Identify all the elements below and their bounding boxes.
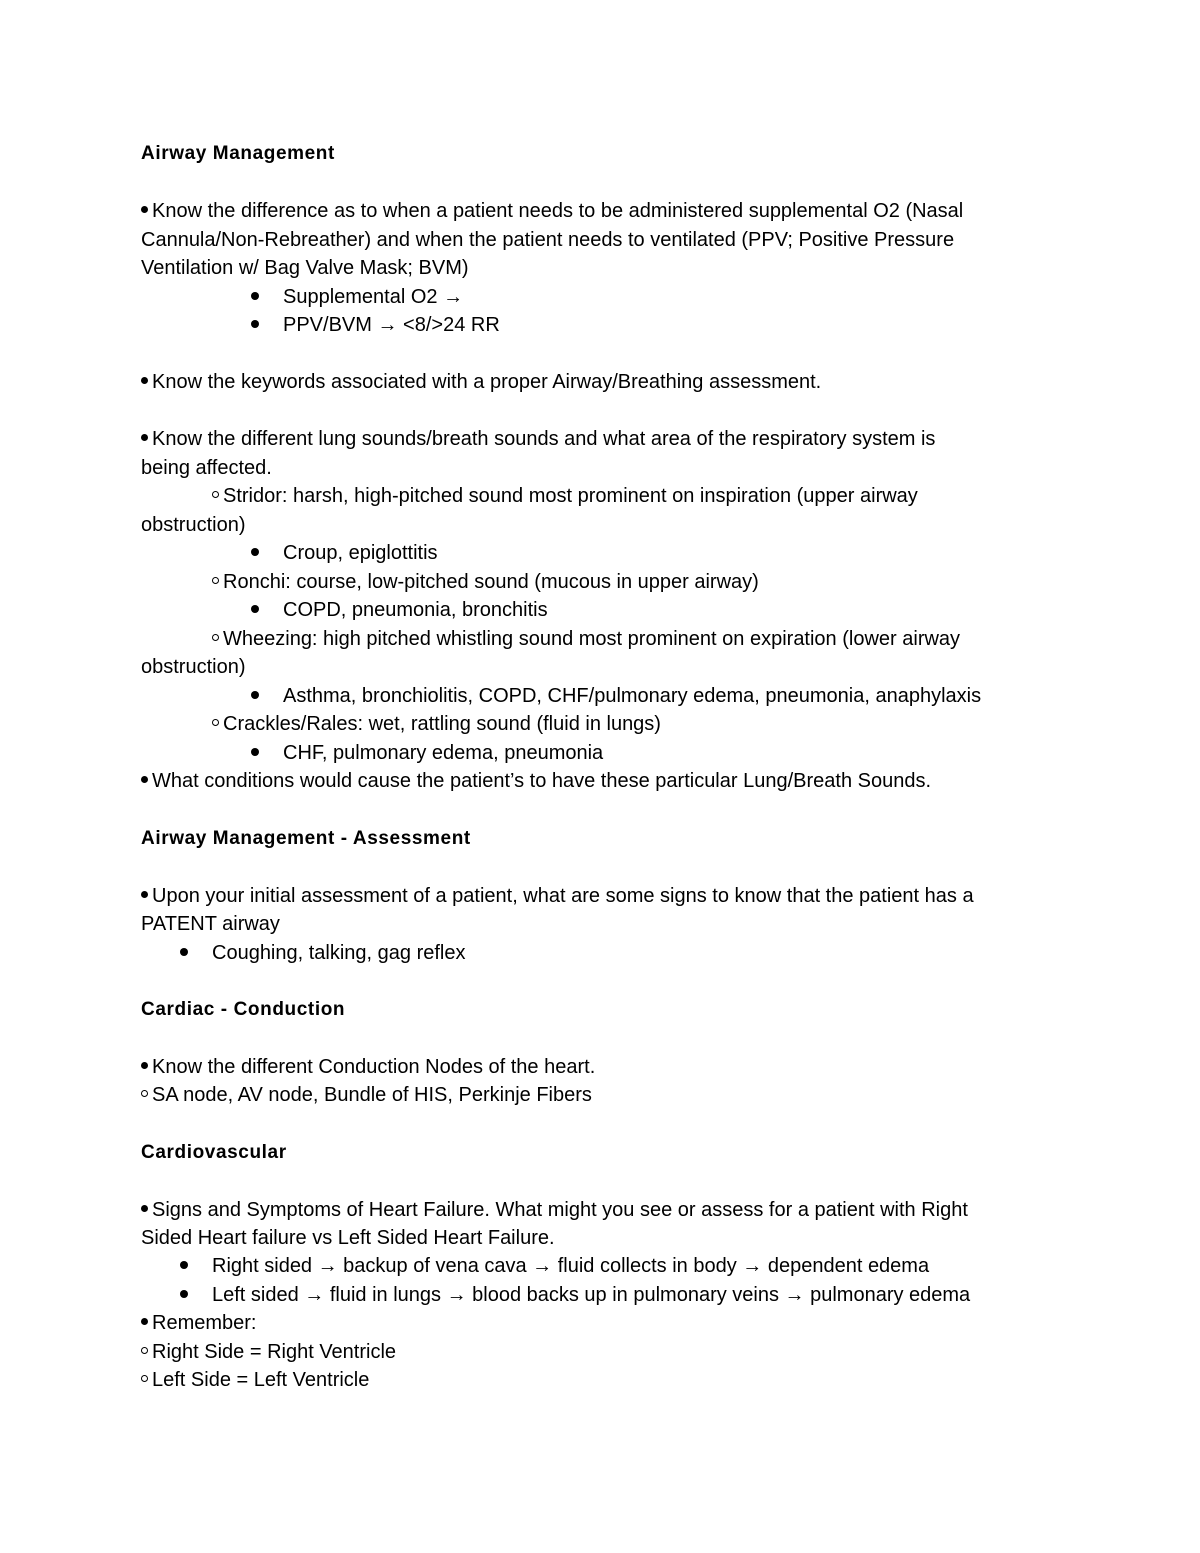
bullet-text: Left sided → fluid in lungs → blood backs up in pulmonary veins → pulmonary edema xyxy=(212,1284,971,1306)
list-item xyxy=(251,682,981,711)
list-item xyxy=(212,625,960,654)
list-item-continuation: obstruction) xyxy=(141,656,246,678)
list-item xyxy=(141,1081,592,1110)
bullet-text: Remember: xyxy=(152,1312,257,1334)
list-item xyxy=(251,739,603,768)
list-item xyxy=(212,568,759,597)
bullet-icon xyxy=(180,948,188,956)
circle-bullet-icon xyxy=(141,1347,148,1354)
bullet-icon xyxy=(251,548,259,556)
bullet-text: Ronchi: course, low-pitched sound (mucous in upper airway) xyxy=(223,571,759,593)
bullet-text: Know the keywords associated with a proper Airway/Breathing assessment. xyxy=(152,371,822,393)
bullet-icon xyxy=(251,691,259,699)
bullet-text: COPD, pneumonia, bronchitis xyxy=(283,599,548,621)
list-item xyxy=(212,482,918,511)
bullet-text: What conditions would cause the patient’s to have these particular Lung/Breath Sounds. xyxy=(152,770,932,792)
bullet-icon xyxy=(251,748,259,756)
list-item xyxy=(141,368,821,397)
bullet-text: Wheezing: high pitched whistling sound most prominent on expiration (lower airway xyxy=(223,628,961,650)
bullet-text: Right sided → backup of vena cava → fluid collects in body → dependent edema xyxy=(212,1255,930,1277)
section-heading-cardiovascular: Cardiovascular xyxy=(141,1142,287,1163)
list-item xyxy=(141,1309,256,1338)
list-item xyxy=(141,1053,595,1082)
bullet-text: Stridor: harsh, high-pitched sound most prominent on inspiration (upper airway xyxy=(223,485,918,507)
bullet-icon xyxy=(141,891,148,898)
bullet-icon xyxy=(141,1205,148,1212)
list-item xyxy=(251,311,500,340)
bullet-icon xyxy=(141,1318,148,1325)
list-item xyxy=(251,596,548,625)
circle-bullet-icon xyxy=(212,577,219,584)
section-heading-airway-assessment: Airway Management - Assessment xyxy=(141,828,471,849)
section-heading-airway-management: Airway Management xyxy=(141,143,335,164)
bullet-text: Left Side = Left Ventricle xyxy=(152,1369,370,1391)
list-item-continuation: being affected. xyxy=(141,457,272,479)
circle-bullet-icon xyxy=(141,1375,148,1382)
bullet-text: Know the difference as to when a patient needs to be administered supplemental O2 (Nasal xyxy=(152,200,964,222)
list-item-continuation: obstruction) xyxy=(141,514,246,536)
list-item xyxy=(141,882,974,911)
circle-bullet-icon xyxy=(212,491,219,498)
bullet-text: Crackles/Rales: wet, rattling sound (fluid in lungs) xyxy=(223,713,661,735)
list-item xyxy=(180,1252,929,1281)
bullet-text: Coughing, talking, gag reflex xyxy=(212,942,466,964)
list-item-continuation: PATENT airway xyxy=(141,913,280,935)
circle-bullet-icon xyxy=(212,719,219,726)
bullet-icon xyxy=(141,776,148,783)
bullet-icon xyxy=(141,206,148,213)
bullet-text: Asthma, bronchiolitis, COPD, CHF/pulmonary edema, pneumonia, anaphylaxis xyxy=(283,685,982,707)
bullet-text: Supplemental O2 → xyxy=(283,286,464,308)
list-item-continuation: Cannula/Non-Rebreather) and when the patient needs to ventilated (PPV; Positive Pressure xyxy=(141,229,955,251)
circle-bullet-icon xyxy=(212,634,219,641)
list-item xyxy=(141,767,931,796)
list-item-continuation: Sided Heart failure vs Left Sided Heart Failure. xyxy=(141,1227,555,1249)
list-item xyxy=(141,1338,396,1367)
list-item-continuation: Ventilation w/ Bag Valve Mask; BVM) xyxy=(141,257,469,279)
list-item xyxy=(141,197,963,226)
list-item xyxy=(212,710,661,739)
bullet-text: CHF, pulmonary edema, pneumonia xyxy=(283,742,604,764)
bullet-icon xyxy=(141,377,148,384)
bullet-text: Know the different lung sounds/breath sounds and what area of the respiratory system is xyxy=(152,428,936,450)
list-item xyxy=(141,425,935,454)
bullet-icon xyxy=(251,292,259,300)
bullet-icon xyxy=(141,434,148,441)
bullet-icon xyxy=(251,605,259,613)
list-item xyxy=(251,283,463,312)
bullet-icon xyxy=(180,1261,188,1269)
list-item xyxy=(251,539,438,568)
list-item xyxy=(141,1366,369,1395)
section-heading-cardiac-conduction: Cardiac - Conduction xyxy=(141,999,346,1020)
bullet-icon xyxy=(141,1062,148,1069)
bullet-text: Croup, epiglottitis xyxy=(283,542,438,564)
bullet-icon xyxy=(180,1290,188,1298)
bullet-text: Know the different Conduction Nodes of the heart. xyxy=(152,1056,596,1078)
bullet-text: Signs and Symptoms of Heart Failure. What might you see or assess for a patient with Right xyxy=(152,1199,968,1221)
bullet-text: Upon your initial assessment of a patient, what are some signs to know that the patient has a xyxy=(152,885,974,907)
list-item xyxy=(180,939,466,968)
circle-bullet-icon xyxy=(141,1090,148,1097)
bullet-text: PPV/BVM → <8/>24 RR xyxy=(283,314,500,336)
bullet-text: Right Side = Right Ventricle xyxy=(152,1341,397,1363)
list-item xyxy=(141,1196,968,1225)
bullet-text: SA node, AV node, Bundle of HIS, Perkinje Fibers xyxy=(152,1084,592,1106)
bullet-icon xyxy=(251,320,259,328)
list-item xyxy=(180,1281,970,1310)
